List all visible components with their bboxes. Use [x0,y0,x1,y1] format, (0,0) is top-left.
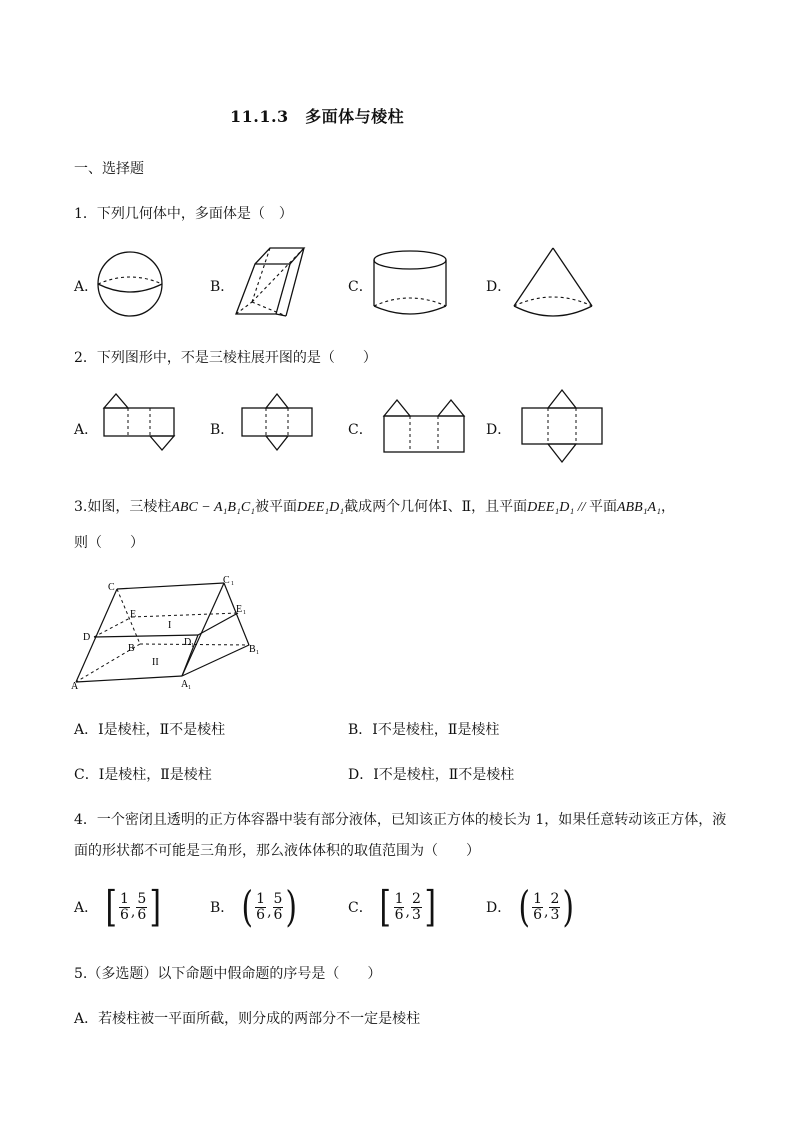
fraction-2 [411,892,422,922]
q2-option-c-label[interactable]: C． [348,422,373,438]
fraction-1 [255,892,266,922]
denominator: 6 [256,906,266,923]
label-part-ii: II [152,657,159,668]
fraction-1 [119,892,130,922]
label-e: E [130,609,137,620]
left-bracket: [ [105,882,117,931]
denominator: 6 [394,906,404,923]
fraction-2 [136,892,147,922]
section-heading: 一、选择题 [74,161,144,177]
label-a1: A [181,679,189,690]
q4-option-b[interactable] [210,882,300,931]
label-c: C [108,582,115,593]
q3-stem [74,496,675,516]
left-paren: ( [241,882,253,931]
label-c1: C [223,575,230,586]
q3-plane-name: DEE₁D₁ [297,500,345,515]
q3-option-b[interactable]: B．Ⅰ不是棱柱，Ⅱ是棱柱 [348,722,500,738]
label-e1: E [236,604,243,615]
right-bracket: ] [149,882,162,931]
q3-option-c[interactable]: C．Ⅰ是棱柱，Ⅱ是棱柱 [74,767,212,783]
q1-stem: 1．下列几何体中，多面体是（ ） [74,206,293,222]
label-b1: B [249,644,256,655]
q2-option-d-label[interactable]: D． [486,422,512,438]
page-title: 11.1.3 多面体与棱柱 [230,107,405,126]
label-a: A [71,681,79,692]
net-a-figure [100,390,180,460]
cylinder-icon [372,250,448,318]
fraction-2 [549,892,560,922]
q3-stem-pre: 3.如图，三棱柱 [74,499,172,515]
q5-stem: 5.（多选题）以下命题中假命题的序号是（ ） [74,966,382,982]
q4-option-a-label: A． [74,900,99,916]
q1-option-d-label[interactable]: D． [486,279,512,295]
label-e1-sub: 1 [243,610,246,616]
q1-option-a-label[interactable]: A． [74,279,99,295]
denominator: 6 [273,906,283,923]
fraction-1 [394,892,405,922]
q3-option-a[interactable]: A．Ⅰ是棱柱，Ⅱ不是棱柱 [74,722,226,738]
denominator: 3 [550,906,560,923]
fraction-2 [273,892,284,922]
right-paren: ) [562,882,575,931]
q4-stem-line1: 4．一个密闭且透明的正方体容器中装有部分液体，已知该正方体的棱长为 1，如果任意转动该正方体，液 [74,812,727,828]
numerator: 2 [411,890,421,907]
q4-option-d[interactable] [486,882,577,931]
q4-option-d-interval: ( $\frac{1}{6}$ , $\frac{2}{3}$ ) [518,882,575,931]
numerator: 1 [119,890,129,907]
net-c-figure [380,396,470,458]
q2-stem: 2．下列图形中，不是三棱柱展开图的是（ ） [74,350,377,366]
q3-prism-name: ABC − A₁B₁C₁ [171,500,256,515]
q2-option-a-label[interactable]: A． [74,422,99,438]
denominator: 6 [533,906,542,923]
q4-option-b-label: B． [210,900,235,916]
label-b: B [128,643,135,654]
label-b1-sub: 1 [256,650,259,656]
q4-option-a-interval: [ $\frac{1}{6}$ , $\frac{5}{6}$ ] [105,882,162,931]
label-c1-sub: 1 [231,581,234,587]
numerator: 1 [394,890,404,907]
q3-stem-mid2: 截成两个几何体Ⅰ、Ⅱ，且平面 [344,499,528,515]
q3-stem-end: ， [660,499,675,515]
left-bracket: [ [379,882,392,931]
parallelepiped-icon [232,244,307,322]
numerator: 1 [256,890,266,907]
right-bracket: ] [424,882,436,931]
q4-option-c[interactable] [348,882,438,931]
q1-option-b-label[interactable]: B． [210,279,235,295]
sphere-icon [96,250,166,320]
q3-plane3-name: ABB₁A₁ [617,500,661,515]
q4-option-b-interval: ( $\frac{1}{6}$ , $\frac{5}{6}$ ) [241,882,298,931]
right-paren: ) [285,882,298,931]
q4-option-a[interactable] [74,882,164,931]
numerator: 5 [273,890,283,907]
q3-stem-line2: 则（ ） [74,535,144,551]
numerator: 5 [137,890,147,907]
denominator: 3 [411,906,421,923]
q4-option-d-label: D． [486,900,512,916]
label-part-i: I [168,620,172,631]
fraction-1 [532,892,543,922]
q3-prism-figure [66,572,266,696]
label-d1-sub: 1 [191,643,194,649]
net-d-figure [518,386,608,466]
label-a1-sub: 1 [188,685,191,691]
q2-option-b-label[interactable]: B． [210,422,235,438]
label-d: D [83,632,91,643]
numerator: 1 [533,890,542,907]
q4-option-c-label: C． [348,900,373,916]
q3-plane2-name: DEE₁D₁ // [527,500,589,515]
left-paren: ( [518,882,530,931]
q3-stem-mid: 被平面 [255,499,298,515]
cone-icon [510,246,596,322]
label-d1: D [184,637,192,648]
denominator: 6 [119,906,129,923]
q5-option-a[interactable]: A．若棱柱被一平面所截，则分成的两部分不一定是棱柱 [74,1011,421,1027]
numerator: 2 [550,890,560,907]
q4-option-c-interval: [ $\frac{1}{6}$ , $\frac{2}{3}$ ] [379,882,436,931]
q3-option-d[interactable]: D．Ⅰ不是棱柱，Ⅱ不是棱柱 [348,767,515,783]
q4-stem-line2: 面的形状都不可能是三角形，那么液体体积的取值范围为（ ） [74,843,480,859]
q1-option-c-label[interactable]: C． [348,279,373,295]
q3-stem-mid3: 平面 [589,499,617,515]
net-b-figure [238,390,318,460]
denominator: 6 [137,906,147,923]
